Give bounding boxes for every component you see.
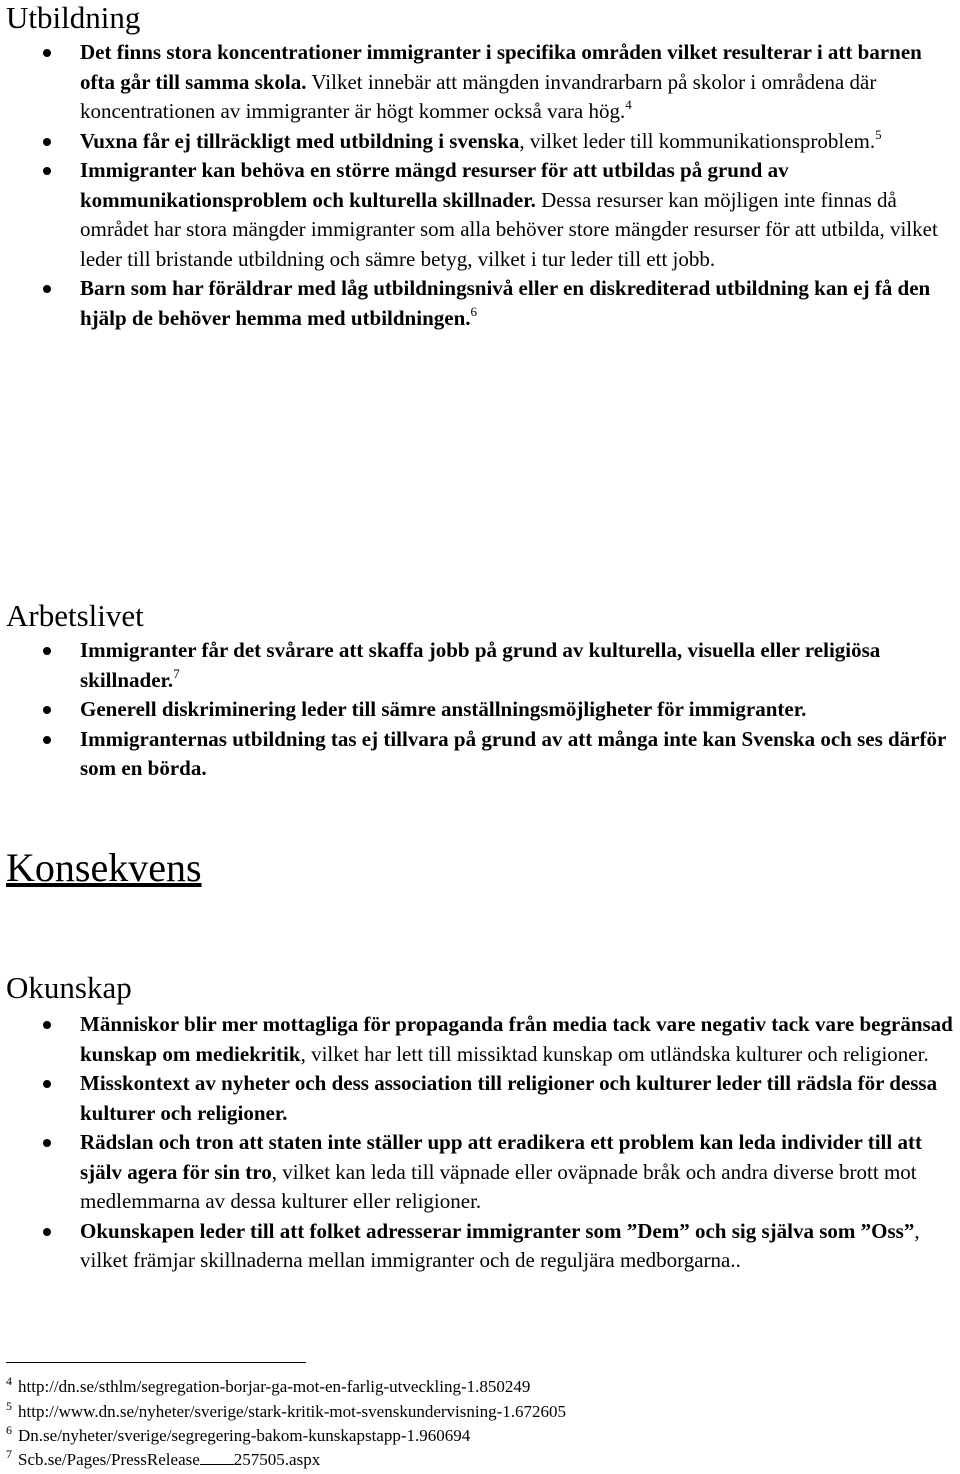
section-heading-utbildning: Utbildning (6, 0, 141, 35)
okunskap-list (0, 1010, 960, 1276)
list-item: Immigranter får det svårare att skaffa jobb på grund av kulturella, visuella eller religiösa skillnader.$^7$ (0, 636, 960, 695)
list-item: Okunskapen leder till att folket adresserar immigranter som ”Dem” och sig själva som ”Oss”, vilket främjar skillnaderna mellan immigranter och de reguljära medborgarna.. (0, 1217, 960, 1276)
utbildning-list (0, 38, 960, 333)
list-item: Människor blir mer mottagliga för propaganda från media tack vare negativ tack vare begränsad kunskap om mediekritik, vilket har lett till missiktad kunskap om utländska kulturer och religioner. (0, 1010, 960, 1069)
list-item: Rädslan och tron att staten inte ställer upp att eradikera ett problem kan leda individer till att själv agera för sin tro, vilket kan leda till väpnade eller oväpnade bråk och andra diverse brott mot medlemmarna av dessa kulturer eller religioner. (0, 1128, 960, 1217)
bullet-icon (43, 167, 51, 175)
section-heading-okunskap: Okunskap (6, 970, 132, 1005)
bullet-icon (43, 1021, 51, 1029)
list-item: Immigranternas utbildning tas ej tillvara på grund av att många inte kan Svenska och ses därför som en börda. (0, 725, 960, 784)
list-item: Misskontext av nyheter och dess association till religioner och kulturer leder till rädsla för dessa kulturer och religioner. (0, 1069, 960, 1128)
bullet-icon (43, 49, 51, 57)
footnote-5: $^5$ http://www.dn.se/nyheter/sverige/stark-kritik-mot-svenskundervisning-1.672605 (6, 1399, 567, 1421)
list-item: Vuxna får ej tillräckligt med utbildning i svenska, vilket leder till kommunikationsproblem.$^5$ (0, 127, 960, 157)
footnote-separator (6, 1362, 306, 1363)
underline-blank (200, 1450, 234, 1465)
arbetslivet-list (0, 636, 960, 784)
footnote-4: $^4$ http://dn.se/sthlm/segregation-borjar-ga-mot-en-farlig-utveckling-1.850249 (6, 1374, 531, 1396)
bullet-icon (43, 138, 51, 146)
bullet-icon (43, 706, 51, 714)
list-item: Det finns stora koncentrationer immigranter i specifika områden vilket resulterar i att barnen ofta går till samma skola. Vilket innebär att mängden invandrarbarn på skolor i områdena där koncentrationen av immigranter är högt kommer också vara hög.$^4$ (0, 38, 960, 127)
main-heading-konsekvens: Konsekvens (6, 845, 202, 890)
bullet-icon (43, 285, 51, 293)
list-item: Generell diskriminering leder till sämre anställningsmöjligheter för immigranter. (0, 695, 960, 725)
list-item: Immigranter kan behöva en större mängd resurser för att utbildas på grund av kommunikationsproblem och kulturella skillnader. Dessa resurser kan möjligen inte finnas då området har stora mängder immigranter som alla behöver store mängder resurser för att utbilda, vilket leder till bristande utbildning och sämre betyg, vilket i tur leder till ett jobb. (0, 156, 960, 274)
bullet-icon (43, 1228, 51, 1236)
list-item: Barn som har föräldrar med låg utbildningsnivå eller en diskrediterad utbildning kan ej få den hjälp de behöver hemma med utbildningen.$^6$ (0, 274, 960, 333)
bullet-icon (43, 1080, 51, 1088)
bullet-icon (43, 647, 51, 655)
footnote-6: $^6$ Dn.se/nyheter/sverige/segregering-bakom-kunskapstapp-1.960694 (6, 1423, 471, 1445)
section-heading-arbetslivet: Arbetslivet (6, 598, 144, 633)
bullet-icon (43, 736, 51, 744)
bullet-icon (43, 1139, 51, 1147)
footnote-7: $^7$ Scb.se/Pages/PressRelease 257505.aspx (6, 1447, 321, 1469)
